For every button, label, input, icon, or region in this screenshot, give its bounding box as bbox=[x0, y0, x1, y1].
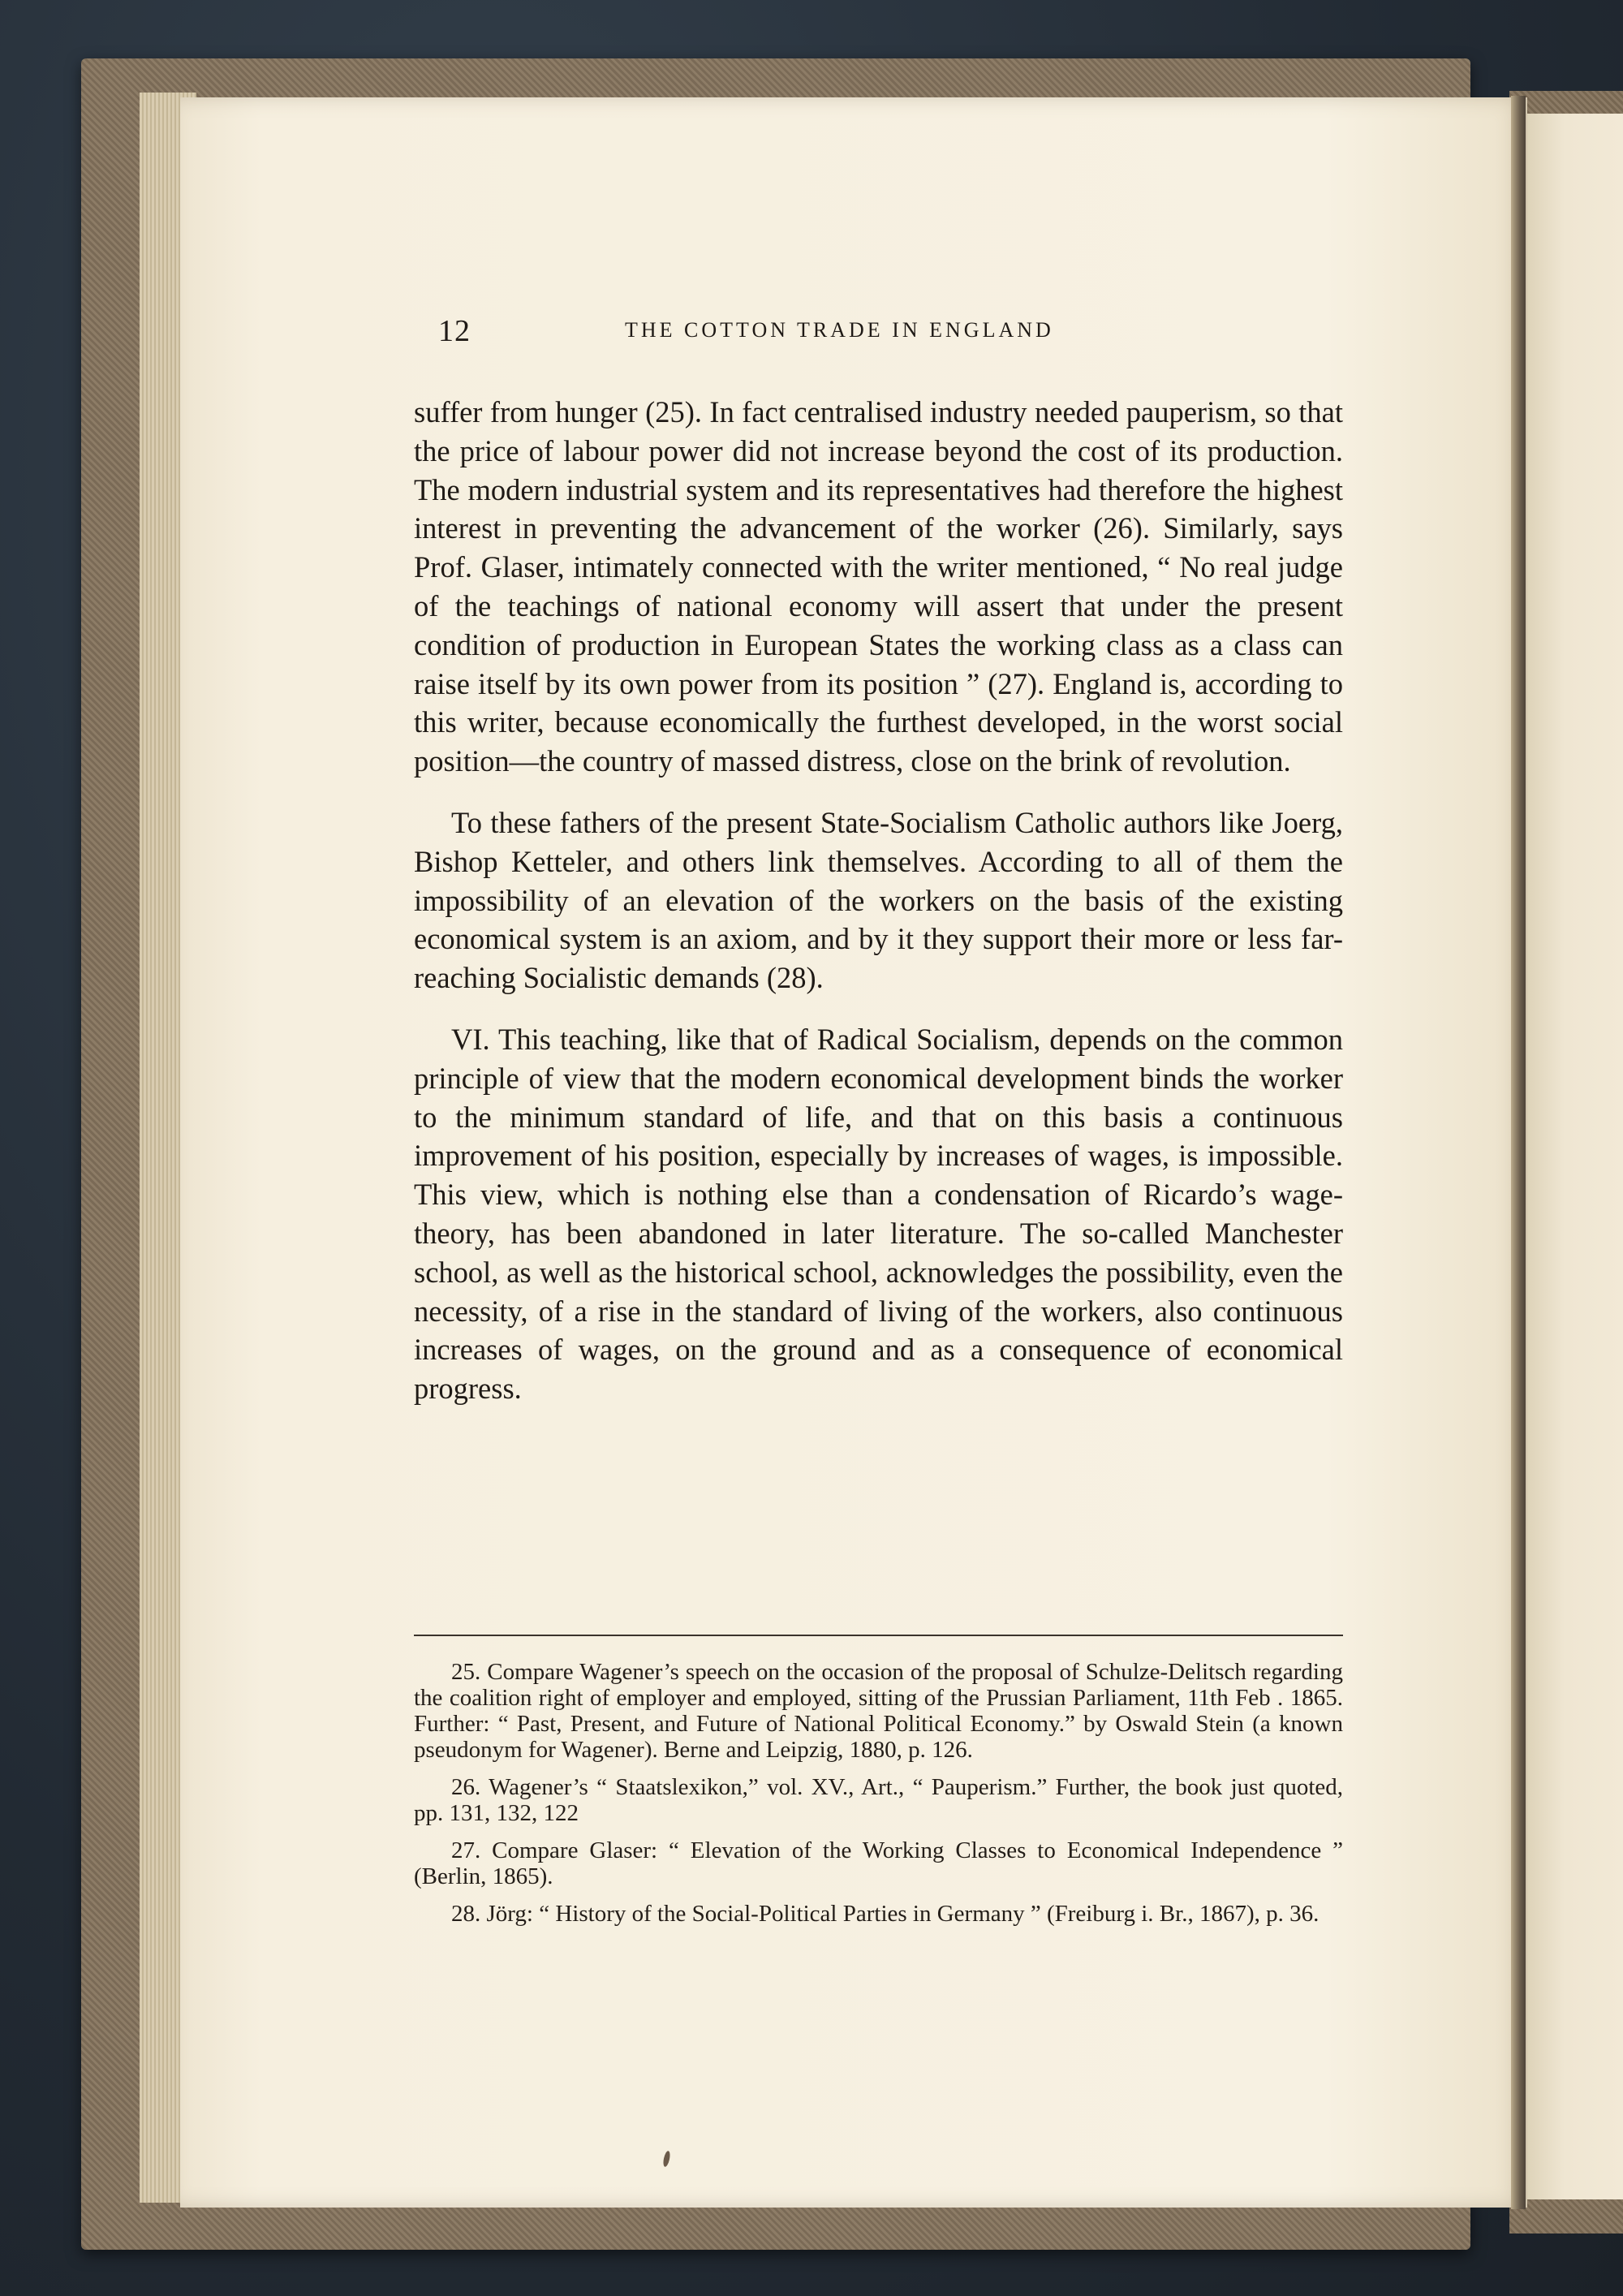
footnote-28: 28. Jörg: “ History of the Social-Political Parties in Germany ” (Freiburg i. Br., 1867), p. 36. bbox=[451, 1901, 1319, 1927]
footnote-26: 26. Wagener’s “ Staatslexikon,” vol. XV., Art., “ Pauperism.” Further, the book just quoted, pp. 131, 132, 122 bbox=[414, 1774, 1343, 1826]
page-header bbox=[414, 313, 1343, 354]
body-text bbox=[414, 393, 1343, 1408]
footnotes bbox=[414, 1659, 1343, 1927]
footnote-divider bbox=[414, 1635, 1343, 1636]
page-number: 12 bbox=[438, 314, 471, 348]
facing-page-edge bbox=[1526, 114, 1623, 2199]
footnote-25: 25. Compare Wagener’s speech on the occasion of the proposal of Schulze-Delitsch regarding the coalition right of employer and employed, sitting of the Prussian Parliament, 11th Feb . 1865. Further: “ Past, Present, and Future of National Political Economy.” by Oswald Stein (a known pseudonym for Wagener). Berne and Leipzig, 1880, p. 126. bbox=[414, 1659, 1343, 1763]
book-gutter bbox=[1511, 96, 1526, 2209]
paragraph-1: suffer from hunger (25). In fact centralised industry needed pauperism, so that the price of labour power did not increase beyond the cost of its production. The modern industrial system and its representatives had therefore the highest interest in preventing the advancement of the worker (26). Similarly, says Prof. Glaser, intimately connected with the writer mentioned, “ No real judge of the teachings of national economy will assert that under the present condition of production in European States the working class as a class can raise itself by its own power from its position ” (27). England is, according to this writer, because economically the furthest developed, in the worst social position—the country of massed distress, close on the brink of revolution. bbox=[414, 395, 1343, 778]
paragraph-3: VI. This teaching, like that of Radical Socialism, depends on the common principle of view that the modern economical development binds the worker to the minimum standard of life, and that on this basis a continuous improvement of his position, especially by increases of wages, is impossible. This view, which is nothing else than a condensation of Ricardo’s wage-theory, has been abandoned in later literature. The so-called Manchester school, as well as the historical school, acknowledges the possibility, even the necessity, of a rise in the standard of living of the workers, also continuous increases of wages, on the ground and as a consequence of economical progress. bbox=[414, 1022, 1343, 1406]
running-head: THE COTTON TRADE IN ENGLAND bbox=[625, 318, 1054, 342]
footnote-27: 27. Compare Glaser: “ Elevation of the Working Classes to Economical Independence ” (Berlin, 1865). bbox=[414, 1837, 1343, 1889]
paragraph-2: To these fathers of the present State-Socialism Catholic authors like Joerg, Bishop Ketteler, and others link themselves. According to all of them the impossibility of an elevation of the workers on the basis of the existing economical system is an axiom, and by it they support their more or less far-reaching Socialistic demands (28). bbox=[414, 805, 1343, 995]
